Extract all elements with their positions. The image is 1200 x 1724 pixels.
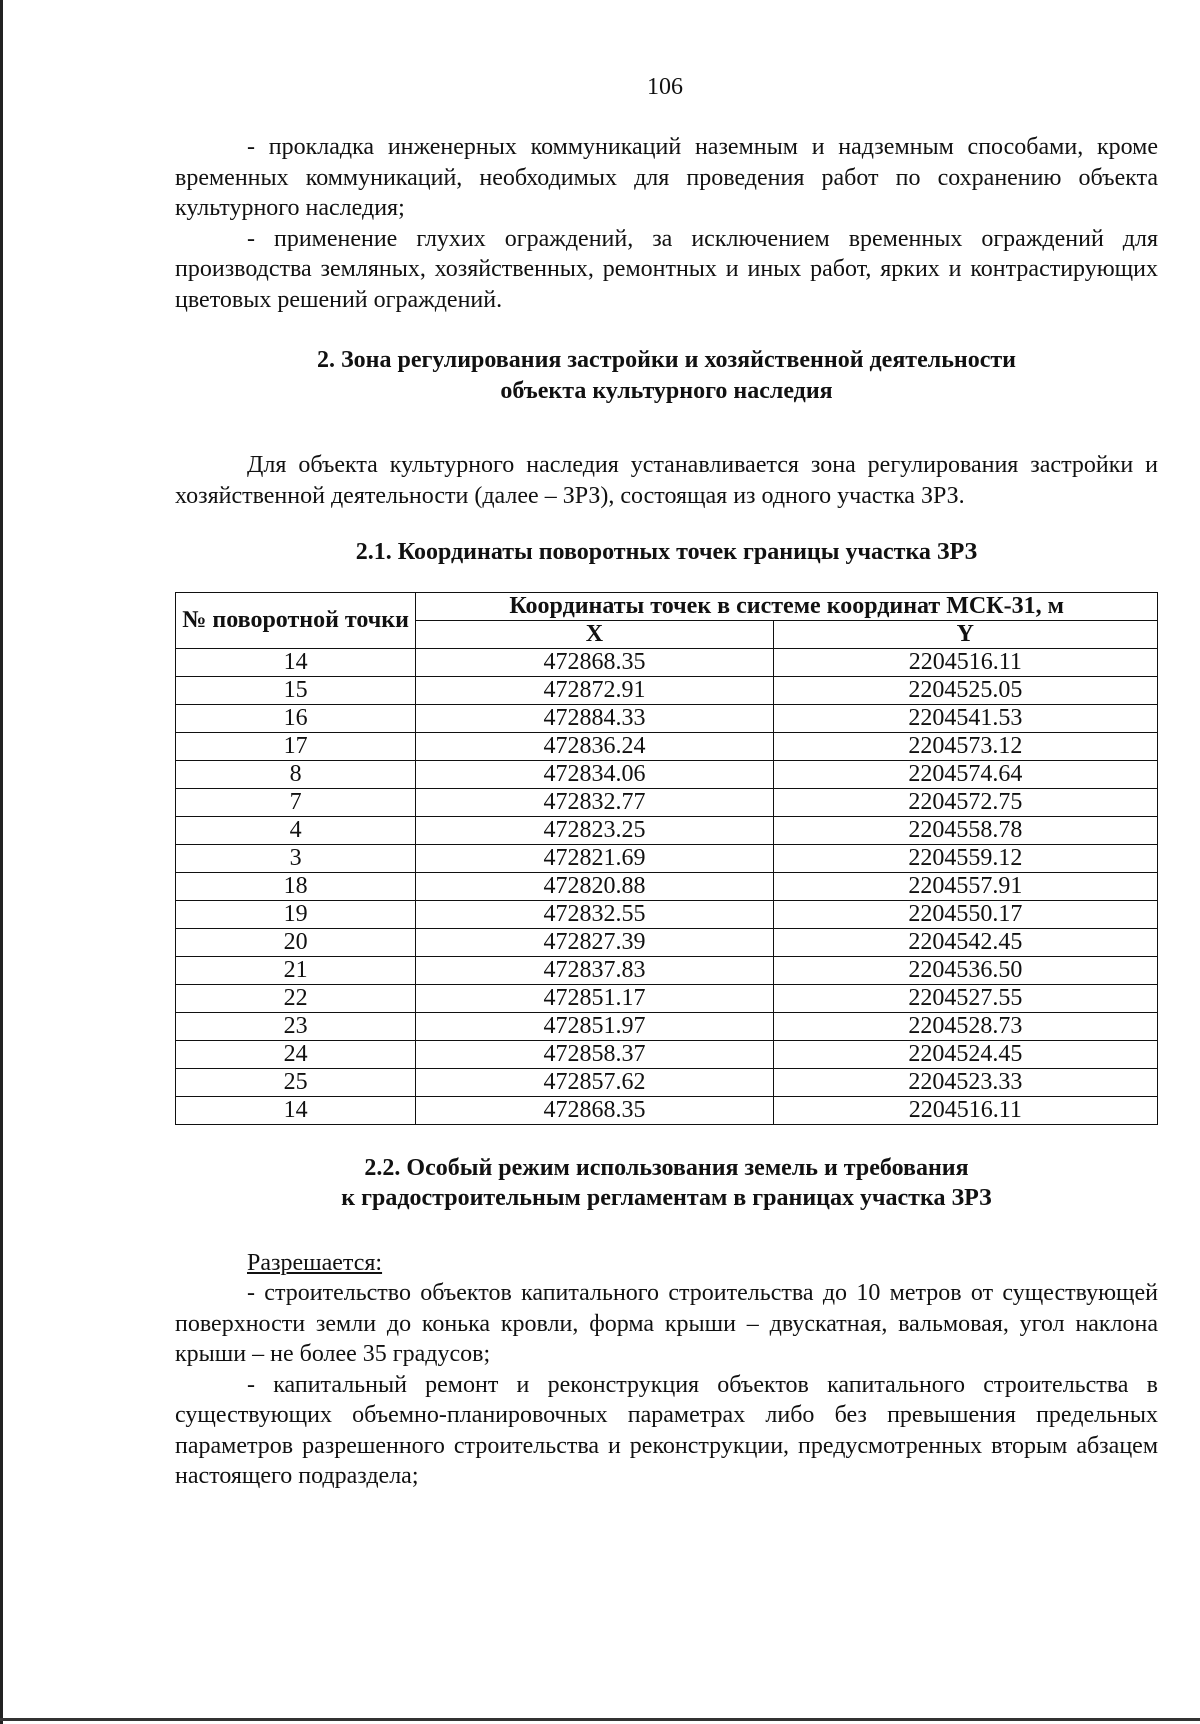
coordinates-table: [175, 592, 1158, 1125]
cell-y: 2204523.33: [773, 1068, 1157, 1096]
cell-x: 472820.88: [416, 872, 773, 900]
document-body: [175, 132, 1158, 1492]
page-number: 106: [647, 74, 683, 100]
paragraph-communications: - прокладка инженерных коммуникаций наземным и надземным способами, кроме временных коммуникаций, необходимых для проведения работ по сохранению объекта культурного наследия;: [175, 134, 1158, 221]
table-row: [176, 732, 1158, 760]
scan-left-edge: [0, 0, 3, 1724]
cell-x: 472834.06: [416, 760, 773, 788]
cell-point: 15: [176, 676, 416, 704]
coordinates-table-body: [176, 648, 1158, 1124]
cell-point: 21: [176, 956, 416, 984]
table-row: [176, 844, 1158, 872]
cell-point: 14: [176, 1096, 416, 1124]
scan-bottom-edge: [0, 1718, 1200, 1721]
cell-y: 2204572.75: [773, 788, 1157, 816]
table-row: [176, 1012, 1158, 1040]
cell-point: 19: [176, 900, 416, 928]
section-2-title-line-2: объекта культурного наследия: [500, 377, 833, 404]
table-row: [176, 1068, 1158, 1096]
cell-y: 2204542.45: [773, 928, 1157, 956]
header-point-number: № поворотной точки: [176, 592, 416, 648]
cell-y: 2204550.17: [773, 900, 1157, 928]
header-coordinates: Координаты точек в системе координат МСК-31, м: [416, 592, 1158, 620]
cell-point: 17: [176, 732, 416, 760]
allowed-label: Разрешается:: [247, 1249, 383, 1276]
section-2-text: Для объекта культурного наследия устанавливается зона регулирования застройки и хозяйственной деятельности (далее – ЗРЗ), состоящая из одного участка ЗРЗ.: [175, 452, 1158, 509]
table-row: [176, 788, 1158, 816]
section-2-title-line-1: 2. Зона регулирования застройки и хозяйственной деятельности: [316, 347, 1017, 373]
cell-x: 472858.37: [416, 1040, 773, 1068]
allowed-item-construction: - строительство объектов капитального строительства до 10 метров от существующей поверхности земли до конька кровли, форма крыши – двускатная, вальмовая, угол наклона крыши – не более 35 градусов;: [175, 1280, 1158, 1367]
cell-point: 4: [176, 816, 416, 844]
cell-x: 472868.35: [416, 648, 773, 676]
table-row: [176, 1096, 1158, 1124]
cell-point: 14: [176, 648, 416, 676]
section-2-2-title: [175, 1153, 1158, 1214]
cell-y: 2204516.11: [773, 648, 1157, 676]
cell-y: 2204516.11: [773, 1096, 1157, 1124]
table-row: [176, 872, 1158, 900]
section-2-title: [175, 345, 1158, 406]
cell-y: 2204541.53: [773, 704, 1157, 732]
table-row: [176, 984, 1158, 1012]
cell-x: 472868.35: [416, 1096, 773, 1124]
cell-y: 2204573.12: [773, 732, 1157, 760]
cell-x: 472884.33: [416, 704, 773, 732]
cell-point: 22: [176, 984, 416, 1012]
cell-x: 472851.97: [416, 1012, 773, 1040]
cell-x: 472872.91: [416, 676, 773, 704]
cell-y: 2204559.12: [773, 844, 1157, 872]
table-row: [176, 704, 1158, 732]
cell-x: 472821.69: [416, 844, 773, 872]
section-2-1-title: 2.1. Координаты поворотных точек границы участка ЗРЗ: [355, 539, 978, 565]
table-row: [176, 1040, 1158, 1068]
cell-point: 24: [176, 1040, 416, 1068]
allowed-item-repair: - капитальный ремонт и реконструкция объектов капитального строительства в существующих объемно-планировочных параметрах либо без превышения предельных параметров разрешенного строительства и реконструкции, предусмотренных вторым абзацем настоящего подраздела;: [175, 1371, 1158, 1489]
cell-point: 7: [176, 788, 416, 816]
header-x: X: [416, 620, 773, 648]
cell-x: 472827.39: [416, 928, 773, 956]
table-row: [176, 900, 1158, 928]
cell-point: 16: [176, 704, 416, 732]
cell-y: 2204524.45: [773, 1040, 1157, 1068]
cell-y: 2204528.73: [773, 1012, 1157, 1040]
cell-x: 472857.62: [416, 1068, 773, 1096]
cell-y: 2204557.91: [773, 872, 1157, 900]
paragraph-fences: - применение глухих ограждений, за исключением временных ограждений для производства земляных, хозяйственных, ремонтных и иных работ, ярких и контрастирующих цветовых решений ограждений.: [175, 225, 1158, 313]
cell-point: 18: [176, 872, 416, 900]
cell-y: 2204574.64: [773, 760, 1157, 788]
cell-point: 8: [176, 760, 416, 788]
cell-point: 25: [176, 1068, 416, 1096]
cell-x: 472836.24: [416, 732, 773, 760]
cell-y: 2204525.05: [773, 676, 1157, 704]
cell-y: 2204558.78: [773, 816, 1157, 844]
table-row: [176, 816, 1158, 844]
cell-y: 2204527.55: [773, 984, 1157, 1012]
cell-y: 2204536.50: [773, 956, 1157, 984]
cell-x: 472832.55: [416, 900, 773, 928]
table-row: [176, 760, 1158, 788]
section-2-2-title-line-2: к градостроительным регламентам в границах участка ЗРЗ: [341, 1185, 992, 1211]
cell-point: 3: [176, 844, 416, 872]
cell-x: 472832.77: [416, 788, 773, 816]
table-row: [176, 648, 1158, 676]
cell-x: 472851.17: [416, 984, 773, 1012]
section-2-2-title-line-1: 2.2. Особый режим использования земель и требования: [364, 1154, 969, 1181]
table-row: [176, 956, 1158, 984]
cell-x: 472837.83: [416, 956, 773, 984]
cell-point: 23: [176, 1012, 416, 1040]
table-row: [176, 928, 1158, 956]
table-row: [176, 676, 1158, 704]
header-y: Y: [773, 620, 1157, 648]
cell-point: 20: [176, 928, 416, 956]
cell-x: 472823.25: [416, 816, 773, 844]
